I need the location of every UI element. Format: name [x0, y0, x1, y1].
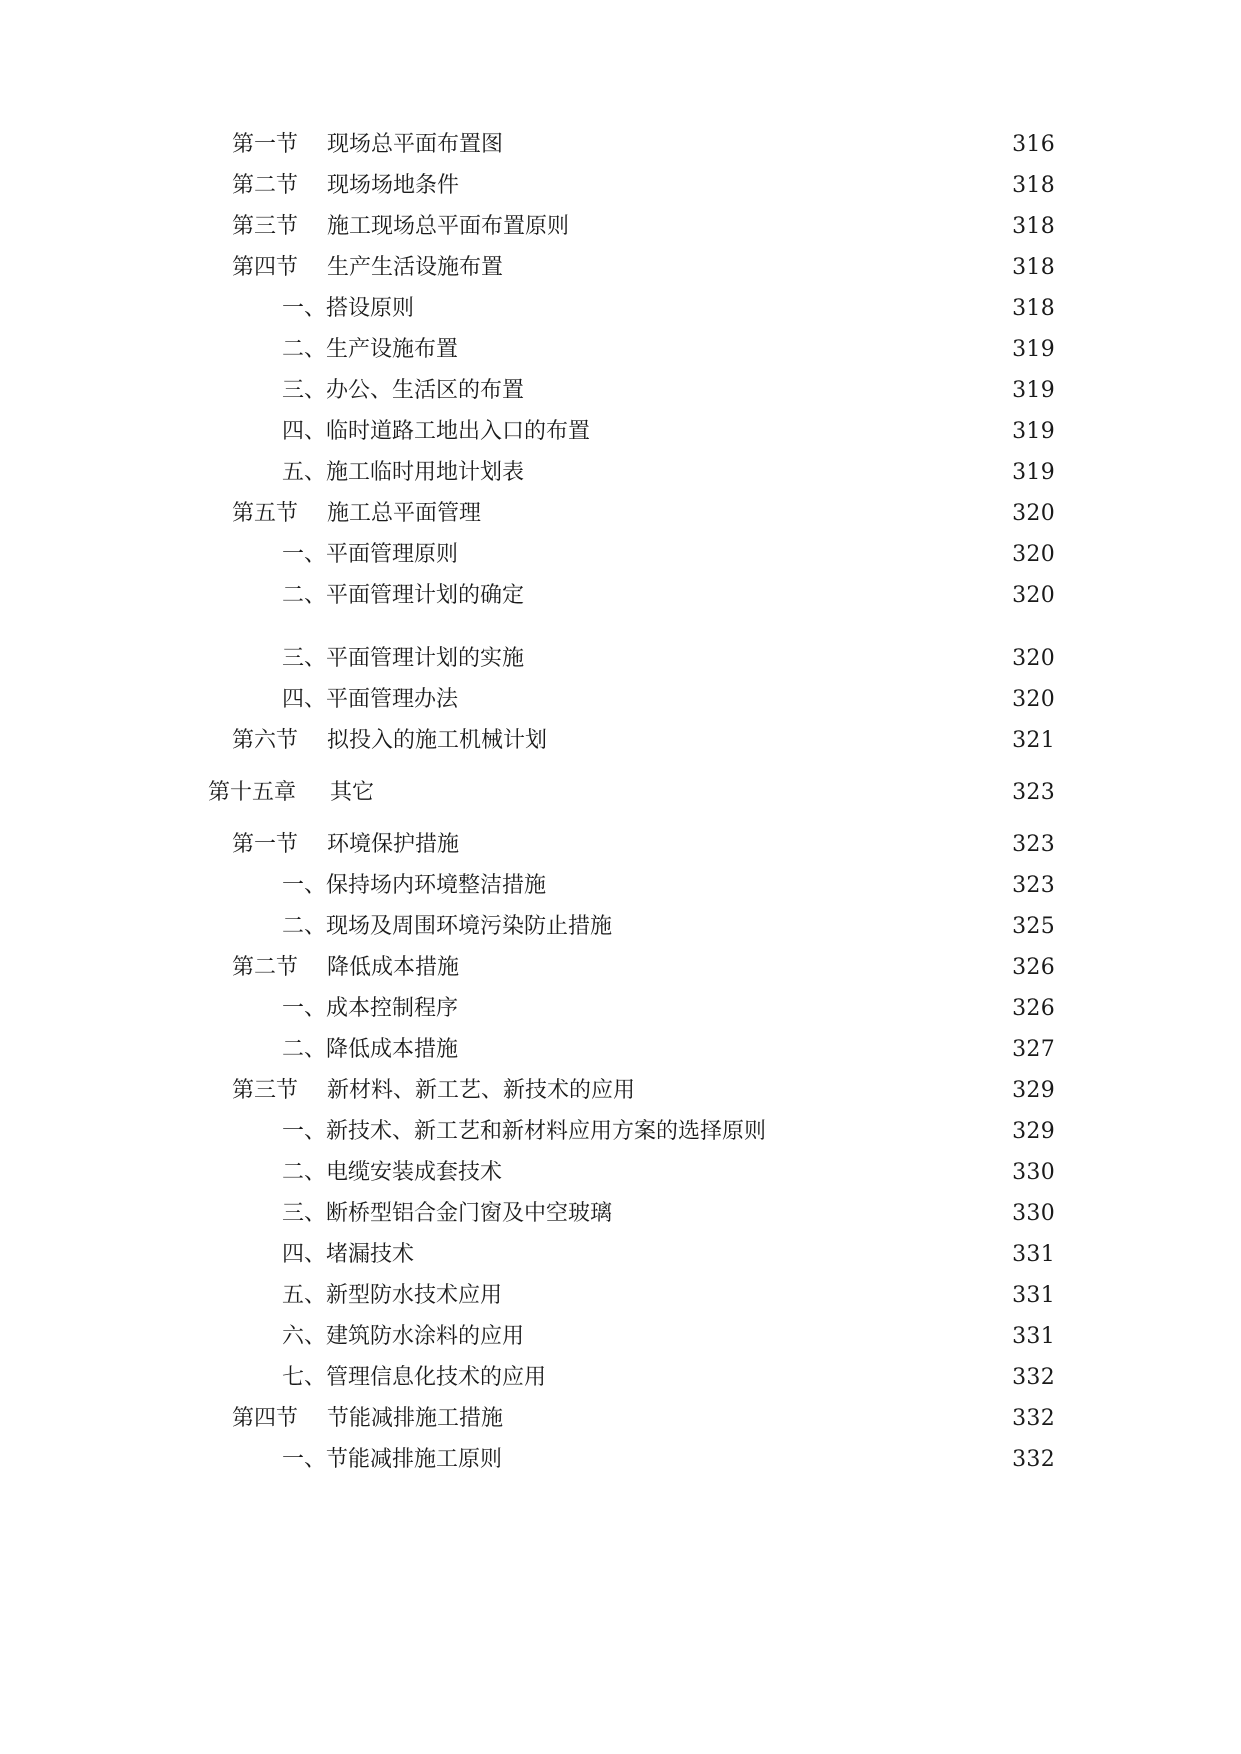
- toc-entry-page: 323: [1012, 873, 1055, 898]
- toc-entry-page: 321: [1012, 728, 1055, 753]
- toc-entry-number: 第一节: [232, 132, 299, 157]
- toc-entry-title: 办公、生活区的布置: [326, 378, 525, 403]
- dot-leader: [465, 953, 1006, 983]
- toc-entry-title: 新技术、新工艺和新材料应用方案的选择原则: [326, 1119, 767, 1144]
- toc-entry-page: 318: [1012, 296, 1055, 321]
- toc-entry[interactable]: [282, 1445, 1055, 1475]
- toc-entry[interactable]: [232, 830, 1055, 860]
- toc-entry[interactable]: [282, 1322, 1055, 1352]
- toc-entry-number: 一、: [282, 996, 327, 1021]
- toc-entry-title: 施工现场总平面布置原则: [327, 214, 570, 239]
- toc-entry-page: 330: [1012, 1201, 1055, 1226]
- dot-leader: [464, 685, 1006, 715]
- dot-leader: [530, 644, 1006, 674]
- toc-entry-page: 320: [1012, 583, 1055, 608]
- toc-entry-page: 332: [1012, 1406, 1055, 1431]
- toc-entry-page: 326: [1012, 955, 1055, 980]
- toc-entry[interactable]: [282, 1117, 1055, 1147]
- toc-entry[interactable]: [282, 1158, 1055, 1188]
- toc-entry[interactable]: [282, 994, 1055, 1024]
- toc-entry-page: 319: [1012, 378, 1055, 403]
- toc-entry-title: 平面管理计划的实施: [326, 646, 525, 671]
- toc-entry[interactable]: [232, 212, 1055, 242]
- toc-entry-title: 生产设施布置: [326, 337, 459, 362]
- toc-entry-number: 四、: [282, 419, 327, 444]
- toc-entry-page: 318: [1012, 173, 1055, 198]
- toc-entry[interactable]: [282, 1035, 1055, 1065]
- toc-entry[interactable]: [282, 1363, 1055, 1393]
- toc-entry-number: 一、: [282, 542, 327, 567]
- toc-entry-title: 建筑防水涂料的应用: [326, 1324, 525, 1349]
- dot-leader: [575, 212, 1006, 242]
- toc-entry-title: 降低成本措施: [327, 955, 460, 980]
- toc-entry-number: 一、: [282, 1447, 327, 1472]
- toc-entry-page: 325: [1012, 914, 1055, 939]
- toc-entry-number: 二、: [282, 1037, 327, 1062]
- toc-entry-number: 三、: [282, 1201, 327, 1226]
- toc-entry[interactable]: [232, 1076, 1055, 1106]
- toc-entry-title: 新材料、新工艺、新技术的应用: [327, 1078, 636, 1103]
- toc-entry-title: 保持场内环境整洁措施: [326, 873, 547, 898]
- toc-entry-number: 第二节: [232, 173, 299, 198]
- toc-entry[interactable]: [232, 953, 1055, 983]
- toc-entry[interactable]: [282, 294, 1055, 324]
- toc-entry-number: 二、: [282, 337, 327, 362]
- dot-leader: [641, 1076, 1006, 1106]
- dot-leader: [596, 417, 1006, 447]
- toc-entry-title: 节能减排施工措施: [327, 1406, 504, 1431]
- toc-entry-page: 318: [1012, 214, 1055, 239]
- toc-entry-title: 断桥型铝合金门窗及中空玻璃: [326, 1201, 613, 1226]
- toc-entry-title: 现场总平面布置图: [327, 132, 504, 157]
- toc-entry-number: 四、: [282, 1242, 327, 1267]
- toc-entry-title: 临时道路工地出入口的布置: [326, 419, 591, 444]
- toc-entry-page: 319: [1012, 337, 1055, 362]
- toc-entry-number: 第三节: [232, 1078, 299, 1103]
- toc-entry[interactable]: [282, 1240, 1055, 1270]
- toc-entry[interactable]: [282, 581, 1055, 611]
- toc-entry[interactable]: [232, 253, 1055, 283]
- dot-leader: [420, 1240, 1006, 1270]
- toc-entry-title: 施工总平面管理: [327, 501, 482, 526]
- toc-entry-page: 332: [1012, 1365, 1055, 1390]
- toc-entry-number: 三、: [282, 646, 327, 671]
- toc-entry-page: 318: [1012, 255, 1055, 280]
- toc-entry[interactable]: [282, 644, 1055, 674]
- dot-leader: [464, 1035, 1006, 1065]
- toc-entry-title: 成本控制程序: [326, 996, 459, 1021]
- toc-entry-title: 搭设原则: [326, 296, 415, 321]
- toc-entry-number: 第三节: [232, 214, 299, 239]
- toc-entry-title: 电缆安装成套技术: [326, 1160, 503, 1185]
- dot-leader: [464, 335, 1006, 365]
- toc-entry-page: 331: [1012, 1242, 1055, 1267]
- toc-entry-title: 现场及周围环境污染防止措施: [326, 914, 613, 939]
- toc-entry-title: 新型防水技术应用: [326, 1283, 503, 1308]
- toc-entry-number: 一、: [282, 296, 327, 321]
- toc-entry-title: 现场场地条件: [327, 173, 460, 198]
- toc-entry[interactable]: [282, 871, 1055, 901]
- toc-entry-page: 331: [1012, 1324, 1055, 1349]
- toc-entry[interactable]: [232, 499, 1055, 529]
- toc-entry-number: 一、: [282, 1119, 327, 1144]
- toc-entry-number: 七、: [282, 1365, 327, 1390]
- toc-entry[interactable]: [282, 417, 1055, 447]
- toc-entry-page: 331: [1012, 1283, 1055, 1308]
- toc-entry-number: 第五节: [232, 501, 299, 526]
- toc-entry-title: 平面管理计划的确定: [326, 583, 525, 608]
- toc-entry-page: 320: [1012, 542, 1055, 567]
- toc-entry-number: 第四节: [232, 1406, 299, 1431]
- toc-entry[interactable]: [282, 376, 1055, 406]
- dot-leader: [464, 540, 1006, 570]
- toc-entry[interactable]: [282, 540, 1055, 570]
- toc-entry-page: 316: [1012, 132, 1055, 157]
- toc-entry-number: 第一节: [232, 832, 299, 857]
- toc-entry-number: 二、: [282, 914, 327, 939]
- toc-entry-number: 第六节: [232, 728, 299, 753]
- toc-entry-page: 329: [1012, 1119, 1055, 1144]
- dot-leader: [465, 171, 1006, 201]
- dot-leader: [772, 1117, 1006, 1147]
- toc-entry[interactable]: [232, 726, 1055, 756]
- toc-entry-page: 320: [1012, 687, 1055, 712]
- dot-leader: [552, 871, 1006, 901]
- toc-entry-page: 320: [1012, 646, 1055, 671]
- toc-entry-number: 第十五章: [208, 780, 297, 805]
- toc-entry-number: 五、: [282, 1283, 327, 1308]
- dot-leader: [509, 253, 1006, 283]
- toc-entry-page: 332: [1012, 1447, 1055, 1472]
- toc-entry-title: 管理信息化技术的应用: [326, 1365, 547, 1390]
- dot-leader: [508, 1445, 1006, 1475]
- toc-entry-number: 第二节: [232, 955, 299, 980]
- dot-leader: [618, 912, 1006, 942]
- toc-entry[interactable]: [282, 335, 1055, 365]
- toc-entry[interactable]: [282, 1199, 1055, 1229]
- toc-entry-number: 二、: [282, 583, 327, 608]
- toc-entry-title: 施工临时用地计划表: [326, 460, 525, 485]
- toc-entry-title: 堵漏技术: [326, 1242, 415, 1267]
- dot-leader: [508, 1281, 1006, 1311]
- toc-entry-number: 第四节: [232, 255, 299, 280]
- toc-entry-page: 320: [1012, 501, 1055, 526]
- toc-chapter-entry[interactable]: [208, 778, 1055, 808]
- dot-leader: [530, 376, 1006, 406]
- toc-entry-title: 平面管理办法: [326, 687, 459, 712]
- dot-leader: [530, 458, 1006, 488]
- toc-entry-page: 319: [1012, 419, 1055, 444]
- toc-entry-page: 326: [1012, 996, 1055, 1021]
- dot-leader: [552, 1363, 1006, 1393]
- toc-entry[interactable]: [232, 130, 1055, 160]
- toc-entry[interactable]: [282, 1281, 1055, 1311]
- dot-leader: [420, 294, 1006, 324]
- toc-entry-page: 319: [1012, 460, 1055, 485]
- dot-leader: [509, 130, 1006, 160]
- toc-entry[interactable]: [232, 1404, 1055, 1434]
- toc-entry-number: 五、: [282, 460, 327, 485]
- toc-entry-title: 降低成本措施: [326, 1037, 459, 1062]
- toc-entry-page: 323: [1012, 832, 1055, 857]
- dot-leader: [509, 1404, 1006, 1434]
- dot-leader: [530, 581, 1006, 611]
- dot-leader: [487, 499, 1006, 529]
- toc-entry-title: 拟投入的施工机械计划: [327, 728, 548, 753]
- dot-leader: [530, 1322, 1006, 1352]
- dot-leader: [380, 778, 1006, 808]
- toc-entry[interactable]: [282, 912, 1055, 942]
- toc-entry-number: 一、: [282, 873, 327, 898]
- toc-entry-title: 节能减排施工原则: [326, 1447, 503, 1472]
- toc-entry[interactable]: [282, 458, 1055, 488]
- toc-entry-number: 三、: [282, 378, 327, 403]
- toc-entry-number: 四、: [282, 687, 327, 712]
- toc-entry-page: 323: [1012, 780, 1055, 805]
- dot-leader: [553, 726, 1006, 756]
- toc-entry-page: 327: [1012, 1037, 1055, 1062]
- toc-entry-title: 生产生活设施布置: [327, 255, 504, 280]
- toc-entry-number: 二、: [282, 1160, 327, 1185]
- toc-entry-page: 330: [1012, 1160, 1055, 1185]
- dot-leader: [465, 830, 1006, 860]
- toc-entry-number: 六、: [282, 1324, 327, 1349]
- toc-entry[interactable]: [282, 685, 1055, 715]
- dot-leader: [618, 1199, 1006, 1229]
- toc-entry-title: 其它: [330, 780, 375, 805]
- toc-entry-title: 平面管理原则: [326, 542, 459, 567]
- dot-leader: [508, 1158, 1006, 1188]
- toc-entry[interactable]: [232, 171, 1055, 201]
- toc-entry-title: 环境保护措施: [327, 832, 460, 857]
- dot-leader: [464, 994, 1006, 1024]
- toc-entry-page: 329: [1012, 1078, 1055, 1103]
